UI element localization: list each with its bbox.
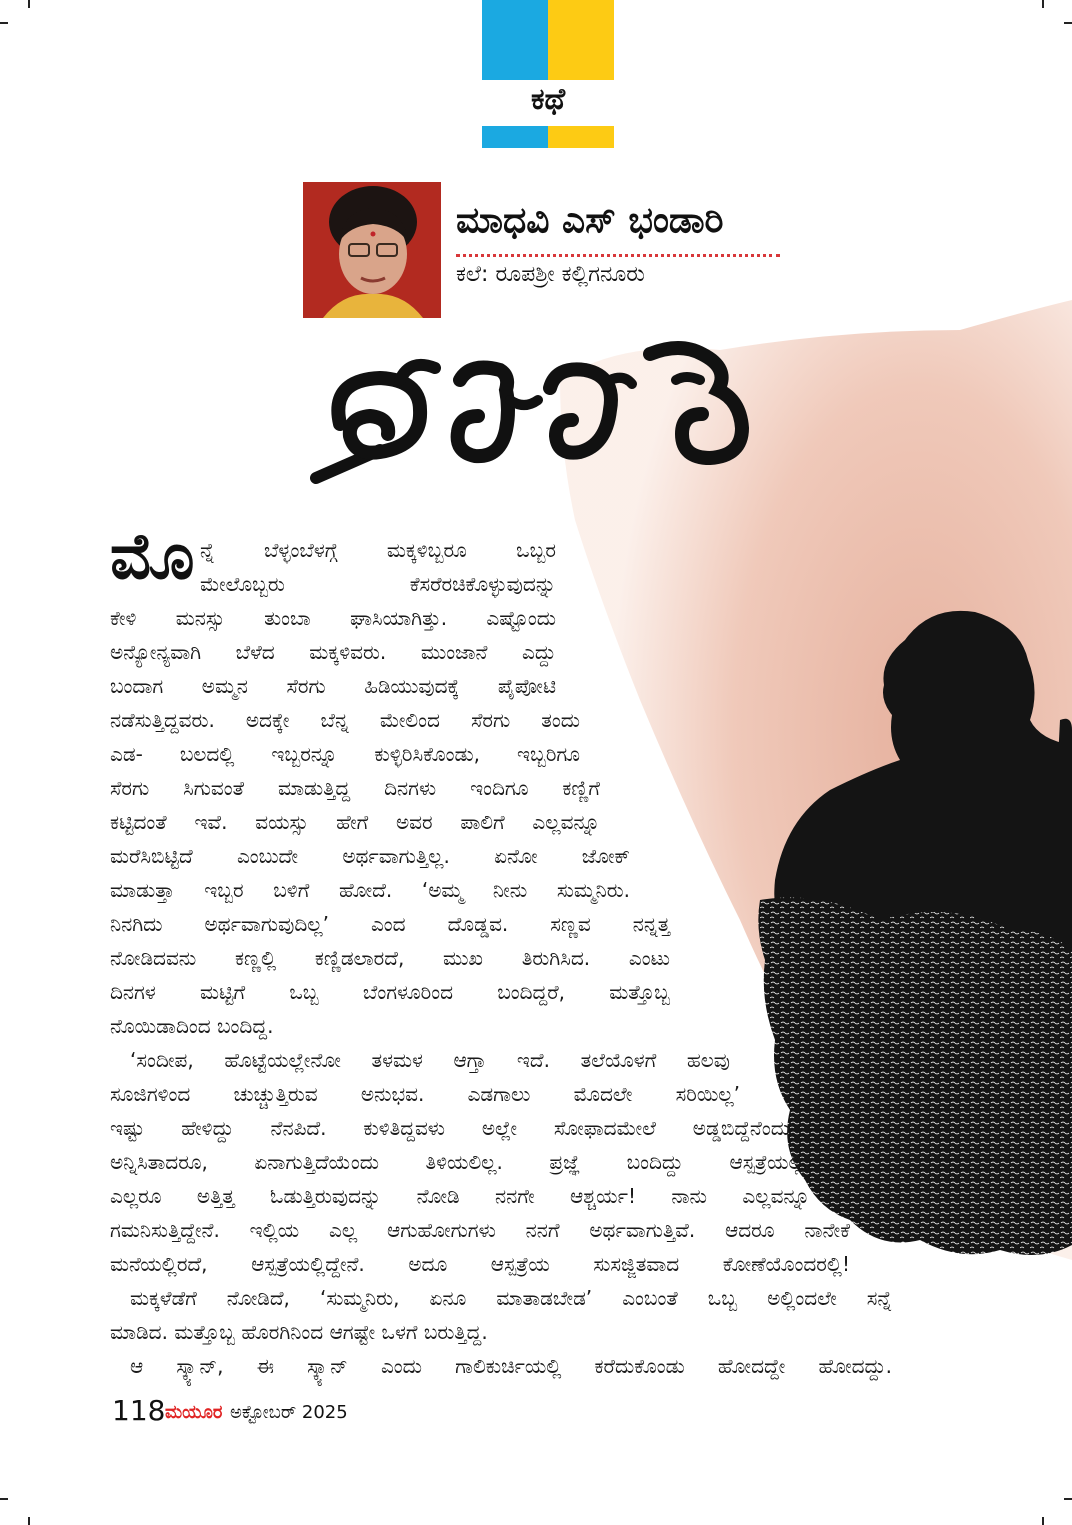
story-line: ಮನೆಯಲ್ಲಿರದೆ, ಆಸ್ಪತ್ರೆಯಲ್ಲಿದ್ದೇನೆ. ಅದೂ ಆಸ್ಪತ್ರೆಯ ಸುಸಜ್ಜಿತವಾದ ಕೋಣೆಯೊಂದರಲ್ಲಿ! xyxy=(110,1252,850,1276)
magazine-logo: ಮಯೂರ xyxy=(165,1402,223,1423)
story-line: ಗಮನಿಸುತ್ತಿದ್ದೇನೆ. ಇಲ್ಲಿಯ ಎಲ್ಲ ಆಗುಹೋಗುಗಳು ನನಗೆ ಅರ್ಥವಾಗುತ್ತಿವೆ. ಆದರೂ ನಾನೇಕೆ xyxy=(110,1218,850,1242)
story-line: ನೊಯಿಡಾದಿಂದ ಬಂದಿದ್ದ. xyxy=(110,1014,274,1038)
illustrator-credit: ಕಲೆ: ರೂಪಶ್ರೀ ಕಲ್ಲಿಗನೂರು xyxy=(456,262,645,287)
page-number: 118 xyxy=(112,1394,166,1427)
story-line: ಸೂಜಿಗಳಿಂದ ಚುಚ್ಚುತ್ತಿರುವ ಅನುಭವ. ಎಡಗಾಲು ಮೊದಲೇ ಸರಿಯಿಲ್ಲ’ xyxy=(110,1082,740,1106)
story-line: ಅನ್ನಿಸಿತಾದರೂ, ಏನಾಗುತ್ತಿದೆಯೆಂದು ತಿಳಿಯಲಿಲ್ಲ. ಪ್ರಜ್ಞೆ ಬಂದಿದ್ದು ಆಸ್ಪತ್ರೆಯಲ್ಲಿ. xyxy=(110,1150,810,1174)
header-block-blue xyxy=(482,0,548,80)
story-line: ಮಾಡುತ್ತಾ ಇಬ್ಬರ ಬಳಿಗೆ ಹೋದೆ. ‘ಅಮ್ಮ ನೀನು ಸುಮ್ಮನಿರು. xyxy=(110,878,630,902)
author-photo xyxy=(303,182,441,318)
author-divider xyxy=(456,254,780,257)
story-line: ನಿನಗಿದು ಅರ್ಥವಾಗುವುದಿಲ್ಲ’ ಎಂದ ದೊಡ್ಡವ. ಸಣ್ಣವ ನನ್ನತ್ತ xyxy=(110,912,670,936)
header-bar-yellow xyxy=(548,126,614,148)
story-line: ನೋಡಿದವನು ಕಣ್ಣಲ್ಲಿ ಕಣ್ಣಿಡಲಾರದೆ, ಮುಖ ತಿರುಗಿಸಿದ. ಎಂಟು xyxy=(110,946,670,970)
story-line: ಬಂದಾಗ ಅಮ್ಮನ ಸೆರಗು ಹಿಡಿಯುವುದಕ್ಕೆ ಪೈಪೋಟಿ xyxy=(110,674,556,698)
story-line: ನಡೆಸುತ್ತಿದ್ದವರು. ಅದಕ್ಕೇ ಬೆನ್ನ ಮೇಲಿಂದ ಸೆರಗು ತಂದು xyxy=(110,708,580,732)
story-line: ಮಾಡಿದ. ಮತ್ತೊಬ್ಬ ಹೊರಗಿನಿಂದ ಆಗಷ್ಟೇ ಒಳಗೆ ಬರುತ್ತಿದ್ದ. xyxy=(110,1320,488,1344)
story-line: ಮೇಲೊಬ್ಬರು ಕೆಸರೆರಚಿಕೊಳ್ಳುವುದನ್ನು xyxy=(200,572,556,596)
story-line: ದಿನಗಳ ಮಟ್ಟಿಗೆ ಒಬ್ಬ ಬೆಂಗಳೂರಿಂದ ಬಂದಿದ್ದರೆ, ಮತ್ತೊಬ್ಬ xyxy=(110,980,670,1004)
story-line: ಇಷ್ಟು ಹೇಳಿದ್ದು ನೆನಪಿದೆ. ಕುಳಿತಿದ್ದವಳು ಅಲ್ಲೇ ಸೋಫಾದಮೇಲೆ ಅಡ್ಡಬಿದ್ದೆನೆಂದು xyxy=(110,1116,790,1140)
story-line: ನ್ನೆ ಬೆಳ್ಳಂಬೆಳಗ್ಗೆ ಮಕ್ಕಳಿಬ್ಬರೂ ಒಬ್ಬರ xyxy=(200,538,556,562)
drop-cap: ಮೊ xyxy=(110,520,195,594)
story-line: ಮರೆಸಿಬಿಟ್ಟಿದೆ ಎಂಬುದೇ ಅರ್ಥವಾಗುತ್ತಿಲ್ಲ. ಏನೋ ಜೋಕ್ xyxy=(110,844,630,868)
story-line: ಆ ಸ್ಕ್ಯಾನ್, ಈ ಸ್ಕ್ಯಾನ್ ಎಂದು ಗಾಲಿಕುರ್ಚಿಯಲ್ಲಿ ಕರೆದುಕೊಂಡು ಹೋದದ್ದೇ ಹೋದದ್ದು. xyxy=(130,1354,892,1378)
author-name: ಮಾಧವಿ ಎಸ್ ಭಂಡಾರಿ xyxy=(456,200,724,241)
story-line: ‘ಸಂದೀಪ, ಹೊಟ್ಟೆಯಲ್ಲೇನೋ ತಳಮಳ ಆಗ್ತಾ ಇದೆ. ತಲೆಯೊಳಗೆ ಹಲವು xyxy=(130,1048,730,1072)
issue-date: ಅಕ್ಟೋಬರ್ 2025 xyxy=(230,1402,348,1423)
header-block-yellow xyxy=(548,0,614,80)
story-line: ಎಲ್ಲರೂ ಅತ್ತಿತ್ತ ಓಡುತ್ತಿರುವುದನ್ನು ನೋಡಿ ನನಗೇ ಆಶ್ಚರ್ಯ! ನಾನು ಎಲ್ಲವನ್ನೂ xyxy=(110,1184,810,1208)
story-line: ಕಟ್ಟಿದಂತೆ ಇವೆ. ವಯಸ್ಸು ಹೇಗೆ ಅವರ ಪಾಲಿಗೆ ಎಲ್ಲವನ್ನೂ xyxy=(110,810,600,834)
story-line: ಸೆರಗು ಸಿಗುವಂತೆ ಮಾಡುತ್ತಿದ್ದ ದಿನಗಳು ಇಂದಿಗೂ ಕಣ್ಣಿಗೆ xyxy=(110,776,600,800)
section-label: ಕಥೆ xyxy=(530,82,566,117)
story-title xyxy=(310,340,770,490)
story-line: ಮಕ್ಕಳೆಡೆಗೆ ನೋಡಿದೆ, ‘ಸುಮ್ಮನಿರು, ಏನೂ ಮಾತಾಡಬೇಡ’ ಎಂಬಂತೆ ಒಬ್ಬ ಅಲ್ಲಿಂದಲೇ ಸನ್ನೆ xyxy=(130,1286,892,1310)
story-line: ಕೇಳಿ ಮನಸ್ಸು ತುಂಬಾ ಘಾಸಿಯಾಗಿತ್ತು. ಎಷ್ಟೊಂದು xyxy=(110,606,556,630)
header-bar-blue xyxy=(482,126,548,148)
story-line: ಅನ್ಯೋನ್ಯವಾಗಿ ಬೆಳೆದ ಮಕ್ಕಳಿವರು. ಮುಂಜಾನೆ ಎದ್ದು xyxy=(110,640,556,664)
story-line: ಎಡ- ಬಲದಲ್ಲಿ ಇಬ್ಬರನ್ನೂ ಕುಳ್ಳಿರಿಸಿಕೊಂಡು, ಇಬ್ಬರಿಗೂ xyxy=(110,742,580,766)
